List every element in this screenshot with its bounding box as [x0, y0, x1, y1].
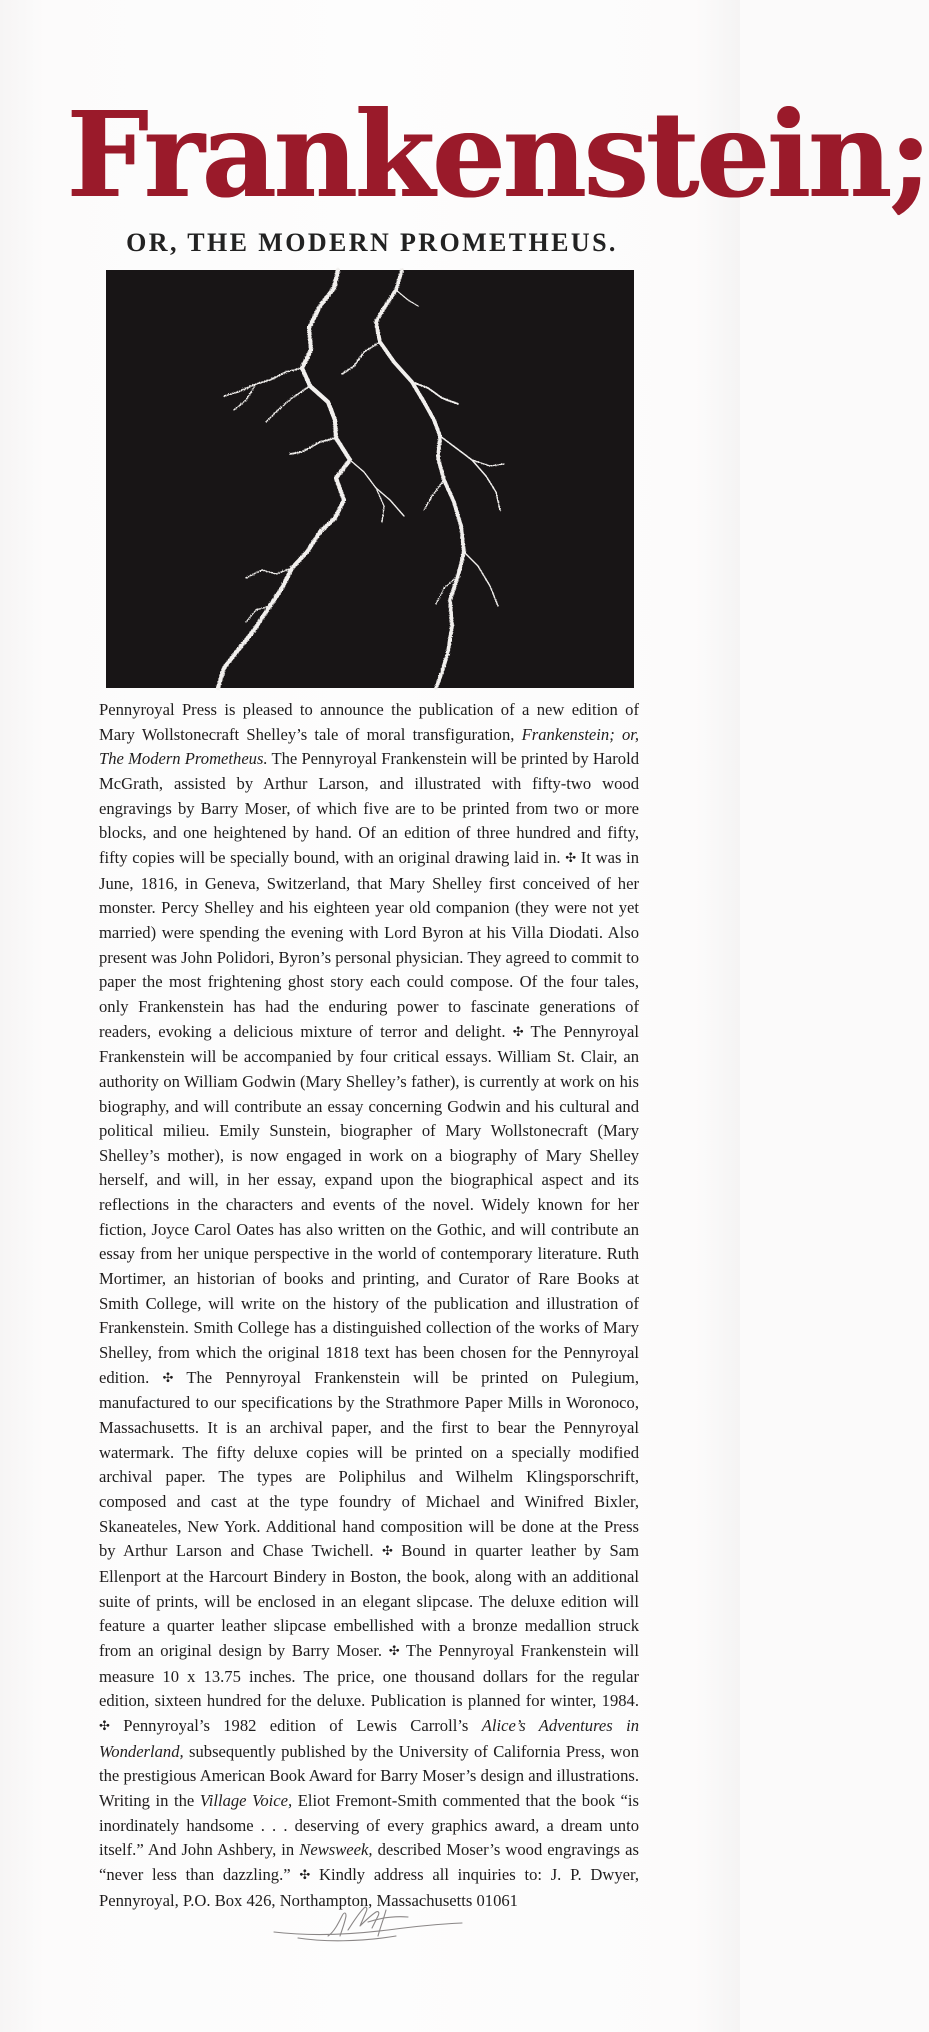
announcement-text — [99, 698, 639, 1913]
fleuron-icon: ✣ — [99, 1717, 110, 1733]
body-seg7: The Pennyroyal Frankenstein will measure 10 x 13.75 inches. The price, one thousand dollars for the regular edition, sixteen hundred for the deluxe. Publication is planned for winter, 1984. — [99, 1640, 640, 1711]
body-seg6: Bound in quarter leather by Sam Ellenport at the Harcourt Bindery in Boston, the book, along with an additional suite of prints, will be enclosed in an elegant slipcase. The deluxe edition will feature a quarter leather slipcase embellished with a bronze medallion struck from an original design by Barry Moser. — [99, 1541, 639, 1660]
body-seg9: subsequently published by the University of California Press, won the prestigious American Book Award for Barry Moser’s design and illustrations. Writing in the — [99, 1741, 639, 1810]
body-seg4: The Pennyroyal Frankenstein will be accompanied by four critical essays. William St. Clair, an authority on William Godwin (Mary Shelley’s father), is currently at work on his biography, and will contribute an essay concerning Godwin and his cultural and political milieu. Emily Sunstein, biographer of Mary Wollstonecraft (Mary Shelley’s mother), is now engaged in work on a biography of Mary Shelley herself, and will, in her essay, expand upon the biographical aspect and its reflections in the characters and events of the novel. Widely known for her fiction, Joyce Carol Oates has also written on the Gothic, and will contribute an essay from her unique perspective in the world of contemporary literature. Ruth Mortimer, an historian of books and printing, and Curator of Rare Books at Smith College, will write on the history of the publication and illustration of Frankenstein. Smith College has a distinguished collection of the works of Mary Shelley, from which the original 1818 text has been chosen for the Pennyroyal edition. — [99, 1021, 640, 1387]
subtitle: OR, THE MODERN PROMETHEUS. — [126, 228, 618, 257]
body-seg3: It was in June, 1816, in Geneva, Switzerland, that Mary Shelley first conceived of her monster. Percy Shelley and his eighteen year old companion (they were not yet married) were spending the evening with Lord Byron at his Villa Diodati. Also present was John Polidori, Byron’s personal physician. They agreed to commit to paper the most frightening ghost story each could compose. Of the four tales, only Frankenstein has had the enduring power to fascinate generations of readers, evoking a delicious mixture of terror and delight. — [99, 847, 639, 1041]
fleuron-icon: ✣ — [162, 1369, 174, 1385]
body-seg2: The Pennyroyal Frankenstein will be printed by Harold McGrath, assisted by Arthur Larson, and illustrated with fifty-two wood engravings by Barry Moser, of which five are to be printed from two or more blocks, and one heightened by hand. Of an edition of three hundred and fifty, fifty copies will be specially bound, with an original drawing laid in. — [99, 749, 639, 867]
signature-icon — [268, 1902, 468, 1948]
body-seg11: described Moser’s wood engravings as “never less than dazzling.” — [99, 1840, 639, 1884]
body-alice-italic: Alice’s Adventures in Wonderland, — [99, 1715, 640, 1761]
fleuron-icon: ✣ — [565, 849, 577, 865]
title-frankenstein: Frankenstein; — [66, 85, 929, 224]
lightning-engraving — [106, 270, 634, 688]
body-seg1: Pennyroyal Press is pleased to announce the publication of a new edition of Mary Wollstonecraft Shelley’s tale of moral transfiguration, — [99, 700, 639, 744]
body-village-voice-italic: Village Voice, — [199, 1790, 293, 1810]
lightning-bolt-icon — [106, 270, 634, 688]
artist-signature — [268, 1902, 468, 1948]
body-seg10: Eliot Fremont-Smith commented that the book “is inordinately handsome . . . deserving of every graphics award, a dream unto itself.” And John Ashbery, in — [99, 1790, 639, 1860]
body-seg8: Pennyroyal’s 1982 edition of Lewis Carroll’s — [109, 1715, 482, 1735]
body-title-italic: Frankenstein; or, The Modern Prometheus. — [99, 724, 640, 769]
fleuron-icon: ✣ — [512, 1023, 524, 1039]
fleuron-icon: ✣ — [299, 1866, 311, 1882]
body-seg12: Kindly address all inquiries to: J. P. Dwyer, Pennyroyal, P.O. Box 426, Northampton, Massachusetts 01061 — [99, 1864, 639, 1910]
fleuron-icon: ✣ — [381, 1543, 393, 1559]
body-newsweek-italic: Newsweek, — [299, 1840, 373, 1860]
body-seg5: The Pennyroyal Frankenstein will be printed on Pulegium, manufactured to our specifications by the Strathmore Paper Mills in Woronoco, Massachusetts. It is an archival paper, and the first to bear the Pennyroyal watermark. The fifty deluxe copies will be printed on a specially modified archival paper. The types are Poliphilus and Wilhelm Klingsporschrift, composed and cast at the type foundry of Michael and Winifred Bixler, Skaneateles, New York. Additional hand composition will be done at the Press by Arthur Larson and Chase Twichell. — [99, 1367, 639, 1561]
fleuron-icon: ✣ — [388, 1642, 400, 1658]
